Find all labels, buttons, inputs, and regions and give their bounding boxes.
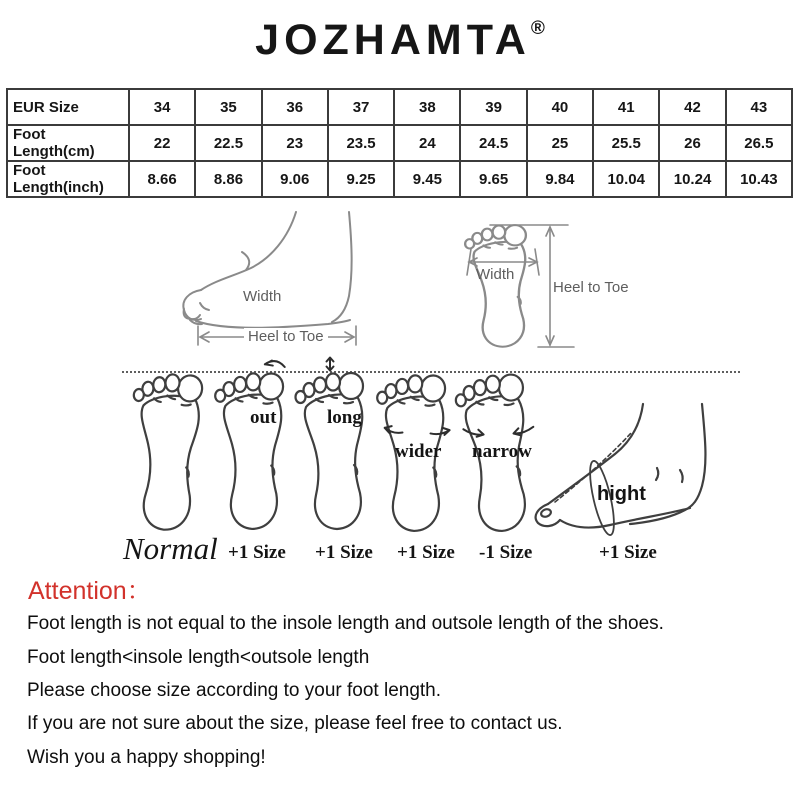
foot-label-hight: hight bbox=[597, 483, 646, 505]
row-header: Foot Length(inch) bbox=[7, 161, 129, 197]
side-width-label: Width bbox=[243, 288, 282, 305]
table-cell: 8.86 bbox=[195, 161, 261, 197]
table-row-eur-size bbox=[7, 89, 792, 125]
foot-out-sketch bbox=[207, 355, 303, 534]
table-cell: 38 bbox=[394, 89, 460, 125]
table-cell: 22.5 bbox=[195, 125, 261, 161]
table-cell: 9.25 bbox=[328, 161, 394, 197]
table-cell: 23.5 bbox=[328, 125, 394, 161]
table-cell: 9.06 bbox=[262, 161, 328, 197]
table-cell: 10.43 bbox=[726, 161, 792, 197]
table-cell: 36 bbox=[262, 89, 328, 125]
table-cell: 26.5 bbox=[726, 125, 792, 161]
table-cell: 26 bbox=[659, 125, 725, 161]
footprint-heel-to-toe-label: Heel to Toe bbox=[553, 279, 629, 296]
table-row-foot-length-inch bbox=[7, 161, 792, 197]
row-header: Foot Length(cm) bbox=[7, 125, 129, 161]
size-label-out: +1 Size bbox=[228, 542, 286, 563]
foot-instep-height-sketch bbox=[530, 398, 710, 543]
foot-label-narrow: narrow bbox=[472, 441, 532, 462]
table-cell: 37 bbox=[328, 89, 394, 125]
attention-heading: Attention： bbox=[28, 577, 152, 605]
foot-long-sketch bbox=[292, 357, 382, 533]
row-header: EUR Size bbox=[7, 89, 129, 125]
table-cell: 9.65 bbox=[460, 161, 526, 197]
table-cell: 41 bbox=[593, 89, 659, 125]
size-table bbox=[6, 88, 793, 198]
size-label-narrow: -1 Size bbox=[479, 542, 533, 563]
table-cell: 10.24 bbox=[659, 161, 725, 197]
brand-logo bbox=[0, 16, 800, 65]
brand-name: JOZHAMTA bbox=[255, 16, 531, 64]
side-heel-to-toe-label: Heel to Toe bbox=[244, 328, 328, 345]
size-label-normal: Normal bbox=[123, 531, 218, 566]
table-cell: 24.5 bbox=[460, 125, 526, 161]
size-label-long: +1 Size bbox=[315, 542, 373, 563]
table-cell: 42 bbox=[659, 89, 725, 125]
attention-line: Foot length<insole length<outsole length bbox=[27, 647, 370, 668]
table-cell: 25.5 bbox=[593, 125, 659, 161]
table-cell: 34 bbox=[129, 89, 195, 125]
table-cell: 40 bbox=[527, 89, 593, 125]
table-cell: 9.45 bbox=[394, 161, 460, 197]
table-cell: 8.66 bbox=[129, 161, 195, 197]
attention-line: Please choose size according to your foot length. bbox=[27, 680, 442, 701]
table-cell: 43 bbox=[726, 89, 792, 125]
size-label-wider: +1 Size bbox=[397, 542, 455, 563]
attention-line: Foot length is not equal to the insole length and outsole length of the shoes. bbox=[27, 613, 664, 634]
table-cell: 39 bbox=[460, 89, 526, 125]
foot-label-out: out bbox=[250, 407, 277, 428]
table-cell: 10.04 bbox=[593, 161, 659, 197]
table-cell: 22 bbox=[129, 125, 195, 161]
table-cell: 24 bbox=[394, 125, 460, 161]
table-cell: 23 bbox=[262, 125, 328, 161]
size-label-hight: +1 Size bbox=[599, 542, 657, 563]
table-row-foot-length-cm bbox=[7, 125, 792, 161]
footprint-width-label: Width bbox=[476, 266, 515, 283]
attention-line: Wish you a happy shopping! bbox=[27, 747, 266, 768]
attention-line: If you are not sure about the size, please feel free to contact us. bbox=[27, 713, 563, 734]
table-cell: 25 bbox=[527, 125, 593, 161]
table-cell: 35 bbox=[195, 89, 261, 125]
table-cell: 9.84 bbox=[527, 161, 593, 197]
registered-trademark-icon: ® bbox=[530, 18, 545, 39]
foot-label-wider: wider bbox=[395, 441, 442, 462]
foot-label-long: long bbox=[327, 407, 362, 428]
